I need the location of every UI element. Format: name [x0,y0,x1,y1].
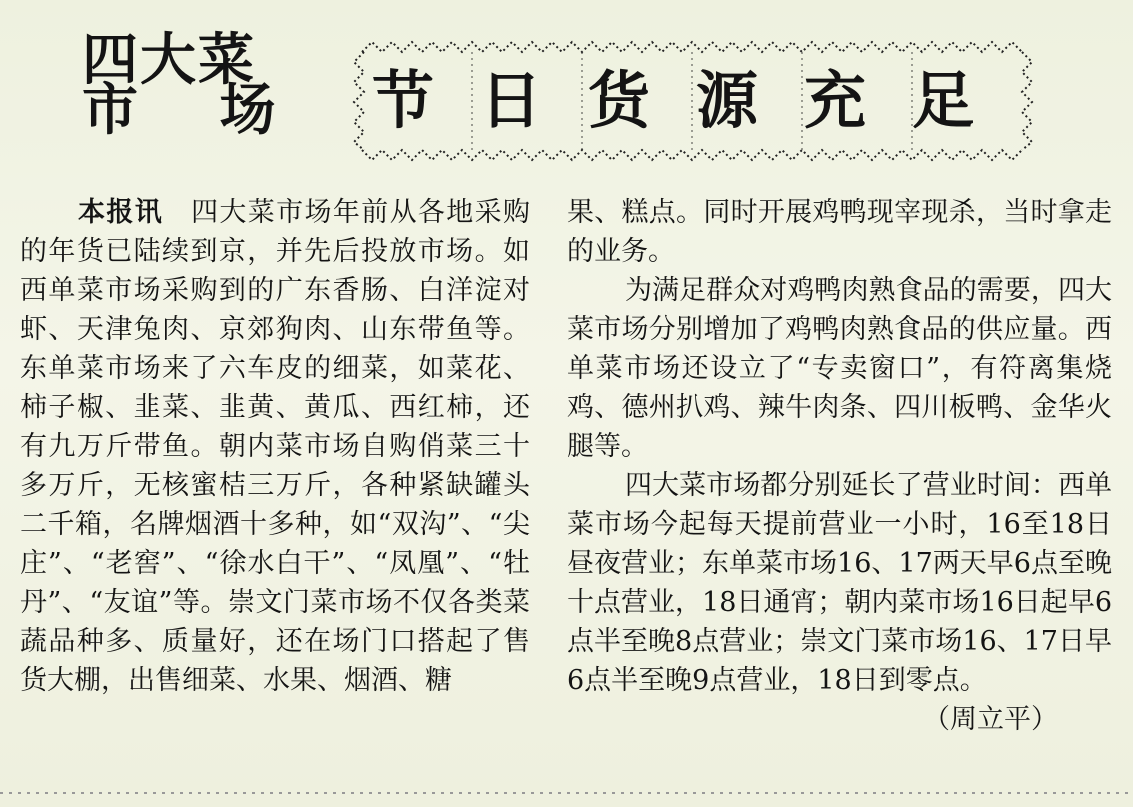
column-right [567,193,1112,739]
paragraph-3: 四大菜市场都分别延长了营业时间：西单菜市场今起每天提前营业一小时，16至18日昼夜营业；东单菜市场16、17两天早6点至晚十点营业，18日通宵；朝内菜市场16日起早6点半至晚8点营业；崇文门菜市场16、17日早6点半至晚9点营业，18日到零点。 [567,470,1112,696]
lead-tag: 本报讯 [78,197,164,228]
kicker-title [82,28,312,143]
kicker-line-1: 四大菜 [82,28,256,93]
headline-frame [352,40,1034,162]
paragraph-2: 为满足群众对鸡鸭肉熟食品的需要，四大菜市场分别增加了鸡鸭肉熟食品的供应量。西单菜市场还设立了“专卖窗口”，有符离集烧鸡、德州扒鸡、辣牛肉条、四川板鸭、金华火腿等。 [567,275,1112,462]
bottom-rule [0,792,1133,794]
paragraph-1-continued: 果、糕点。同时开展鸡鸭现宰现杀，当时拿走的业务。 [567,197,1112,267]
paragraph-1-text: 四大菜市场年前从各地采购的年货已陆续到京，并先后投放市场。如西单菜市场采购到的广东香肠、白洋淀对虾、天津兔肉、京郊狗肉、山东带鱼等。东单菜市场来了六车皮的细菜，如菜花、柿子椒、韭菜、韭黄、黄瓜、西红柿，还有九万斤带鱼。朝内菜市场自购俏菜三十多万斤，无核蜜桔三万斤，各种紧缺罐头二千箱，名牌烟酒十多种，如“双沟”、“尖庄”、“老窖”、“徐水白干”、“凤凰”、“牡丹”、“友谊”等。崇文门菜市场不仅各类菜蔬品种多、质量好，还在场门口搭起了售货大棚，出售细菜、水果、烟酒、糖 [20,197,531,696]
paragraph-1 [20,193,530,700]
kicker-line-2: 市 场 [82,78,278,143]
headline: 节日货源充足 [372,64,1021,137]
byline: （周立平） [923,704,1058,735]
column-left [20,193,530,700]
